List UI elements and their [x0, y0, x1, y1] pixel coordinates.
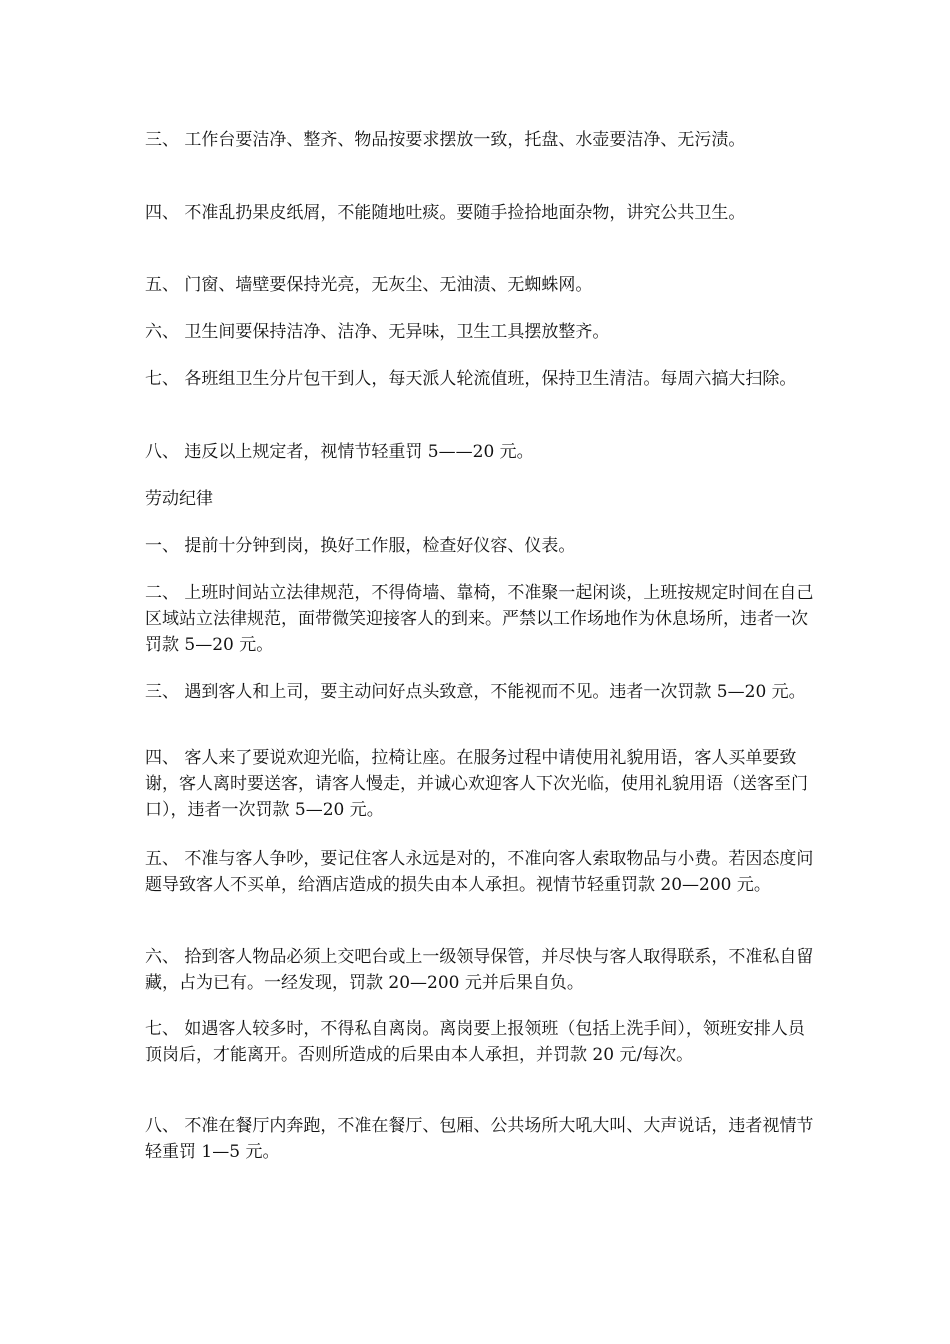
rule-paragraph: 一、 提前十分钟到岗，换好工作服，检查好仪容、仪表。: [145, 536, 576, 556]
rule-paragraph: 七、 如遇客人较多时，不得私自离岗。离岗要上报领班（包括上洗手间），领班安排人员顶岗后，才能离开。否则所造成的后果由本人承担，并罚款 20 元/每次。: [145, 1019, 805, 1065]
rule-paragraph: 二、 上班时间站立法律规范，不得倚墙、靠椅，不准聚一起闲谈，上班按规定时间在自己区域站立法律规范，面带微笑迎接客人的到来。严禁以工作场地作为休息场所，违者一次罚款 5—20 元。: [145, 583, 814, 655]
rule-paragraph: 八、 不准在餐厅内奔跑，不准在餐厅、包厢、公共场所大吼大叫、大声说话，违者视情节轻重罚 1—5 元。: [145, 1116, 814, 1162]
rule-paragraph: 五、 门窗、墙壁要保持光亮，无灰尘、无油渍、无蜘蛛网。: [145, 275, 593, 295]
rule-paragraph: 五、 不准与客人争吵，要记住客人永远是对的，不准向客人索取物品与小费。若因态度问题导致客人不买单，给酒店造成的损失由本人承担。视情节轻重罚款 20—200 元。: [145, 849, 814, 895]
rule-paragraph: 六、 拾到客人物品必须上交吧台或上一级领导保管，并尽快与客人取得联系，不准私自留藏，占为已有。一经发现，罚款 20—200 元并后果自负。: [145, 947, 814, 993]
rule-paragraph: 三、 工作台要洁净、整齐、物品按要求摆放一致，托盘、水壶要洁净、无污渍。: [145, 130, 746, 150]
rule-paragraph: 四、 不准乱扔果皮纸屑，不能随地吐痰。要随手捡拾地面杂物，讲究公共卫生。: [145, 203, 746, 223]
section-heading: 劳动纪律: [145, 489, 213, 509]
rule-paragraph: 六、 卫生间要保持洁净、洁净、无异味，卫生工具摆放整齐。: [145, 322, 610, 342]
rule-paragraph: 八、 违反以上规定者，视情节轻重罚 5——20 元。: [145, 442, 534, 462]
rule-paragraph: 七、 各班组卫生分片包干到人，每天派人轮流值班，保持卫生清洁。每周六搞大扫除。: [145, 369, 797, 389]
rule-paragraph: 三、 遇到客人和上司，要主动问好点头致意，不能视而不见。违者一次罚款 5—20 元。: [145, 682, 806, 702]
rule-paragraph: 四、 客人来了要说欢迎光临，拉椅让座。在服务过程中请使用礼貌用语，客人买单要致谢，客人离时要送客，请客人慢走，并诚心欢迎客人下次光临，使用礼貌用语（送客至门口），违者一次罚款 5—20 元。: [145, 748, 808, 820]
